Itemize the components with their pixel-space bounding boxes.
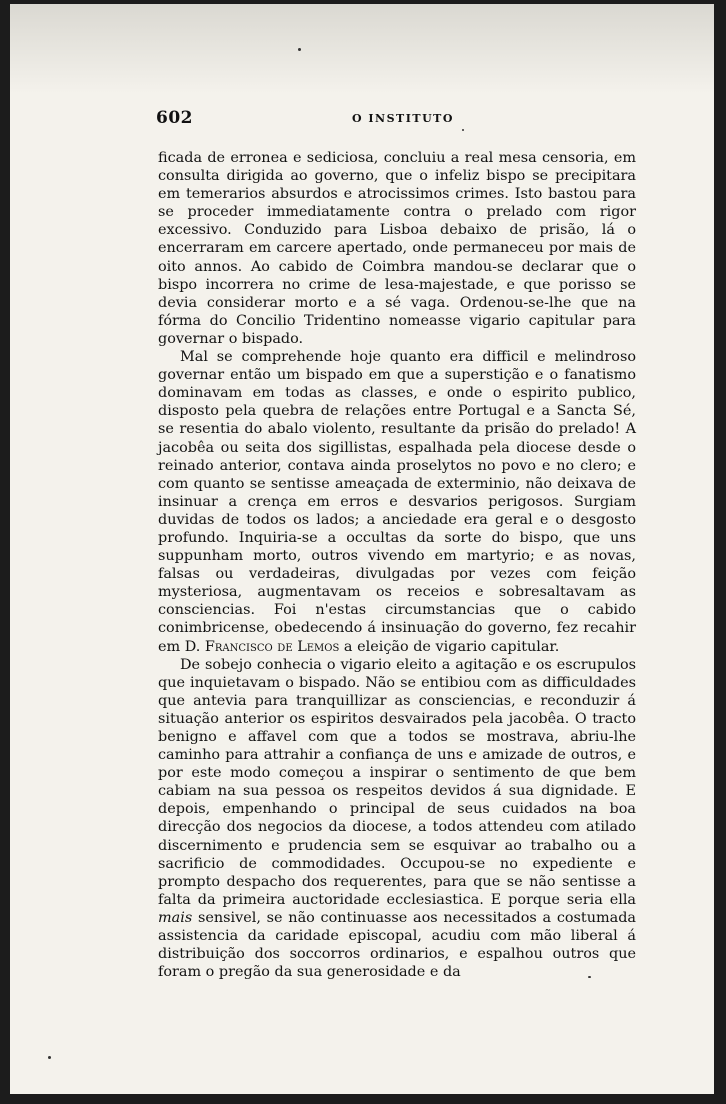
ink-speck: [298, 48, 301, 51]
body-text: [158, 149, 636, 981]
person-name-particle: de: [277, 638, 293, 655]
ink-speck: [462, 129, 464, 131]
paragraph-2: [158, 348, 636, 656]
paragraph-2-text-end: a eleição de vigario capitular.: [339, 638, 560, 655]
ink-speck: [588, 976, 591, 978]
paragraph-3: [158, 656, 636, 982]
person-name-last: Lemos: [297, 638, 340, 655]
book-page: [10, 4, 714, 1094]
paragraph-1: [158, 149, 636, 348]
running-head: [156, 108, 636, 128]
page-number: 602: [156, 108, 193, 128]
journal-title: O INSTITUTO: [352, 112, 454, 125]
person-name-first: Francisco: [204, 638, 273, 655]
paragraph-1-text: ficada de erronea e sediciosa, concluiu a real mesa censoria, em consulta dirigida ao governo, que o infeliz bispo se precipitara em temerarios absurdos e atrocissimos crimes. Isto bastou para se proceder immediatamente contra o prelado com rigor excessivo. Conduzido para Lisboa debaixo de prisão, lá o encerraram em carcere apertado, onde permaneceu por mais de oito annos. Ao cabido de Coimbra mandou-se declarar que o bispo incorrera no crime de lesa-majestade, e que porisso se devia considerar morto e a sé vaga. Ordenou-se-lhe que na fórma do Concilio Tridentino nomeasse vigario capitular para governar o bispado.: [158, 150, 636, 347]
ink-speck: [48, 1056, 51, 1059]
paragraph-3-text-end: sensivel, se não continuasse aos necessitados a costumada assistencia da caridade episcopal, acudiu com mão liberal á distribuição dos soccorros ordinarios, e espalhou outros que foram o pregão da sua generosidade e da: [158, 909, 636, 981]
emphasis-word: mais: [158, 909, 193, 926]
paragraph-2-text: Mal se comprehende hoje quanto era difficil e melindroso governar então um bispado em que a superstição e o fanatismo dominavam em todas as classes, e onde o espirito publico, disposto pela quebra de relações entre Portugal e a Sancta Sé, se resentia do abalo violento, resultante da prisão do prelado! A jacobêa ou seita dos sigillistas, espalhada pela diocese desde o reinado anterior, contava ainda proselytos no povo e no clero; e com quanto se sentisse ameaçada de exterminio, não deixava de insinuar a crença em erros e desvarios perigosos. Surgiam duvidas de todos os lados; a anciedade era geral e o desgosto profundo. Inquiria-se a occultas da sorte do bispo, que uns suppunham morto, outros vivendo em martyrio; e as novas, falsas ou verdadeiras, divulgadas por vezes com feição mysteriosa, augmentavam os receios e sobresaltavam as consciencias. Foi n'estas circumstancias que o cabido conimbricense, obedecendo á insinuação do governo, fez recahir em D.: [158, 349, 636, 655]
paragraph-3-text: De sobejo conhecia o vigario eleito a agitação e os escrupulos que inquietavam o bispado. Não se entibiou com as difficuldades que antevia para tranquillizar as consciencias, e reconduzir á situação anterior os espiritos desvairados pela jacobêa. O tracto benigno e affavel com que a todos se mostrava, abriu-lhe caminho para attrahir a confiança de uns e amizade de outros, e por este modo começou a inspirar o sentimento de que bem cabiam na sua pessoa os respeitos devidos á sua dignidade. E depois, empenhando o principal de seus cuidados na boa direcção dos negocios da diocese, a todos attendeu com atilado discernimento e prudencia sem se esquivar ao trabalho ou a sacrificio de commodidades. Occupou-se no expediente e prompto despacho dos requerentes, para que se não sentisse a falta da primeira auctoridade ecclesiastica. E porque seria ella: [158, 656, 636, 908]
